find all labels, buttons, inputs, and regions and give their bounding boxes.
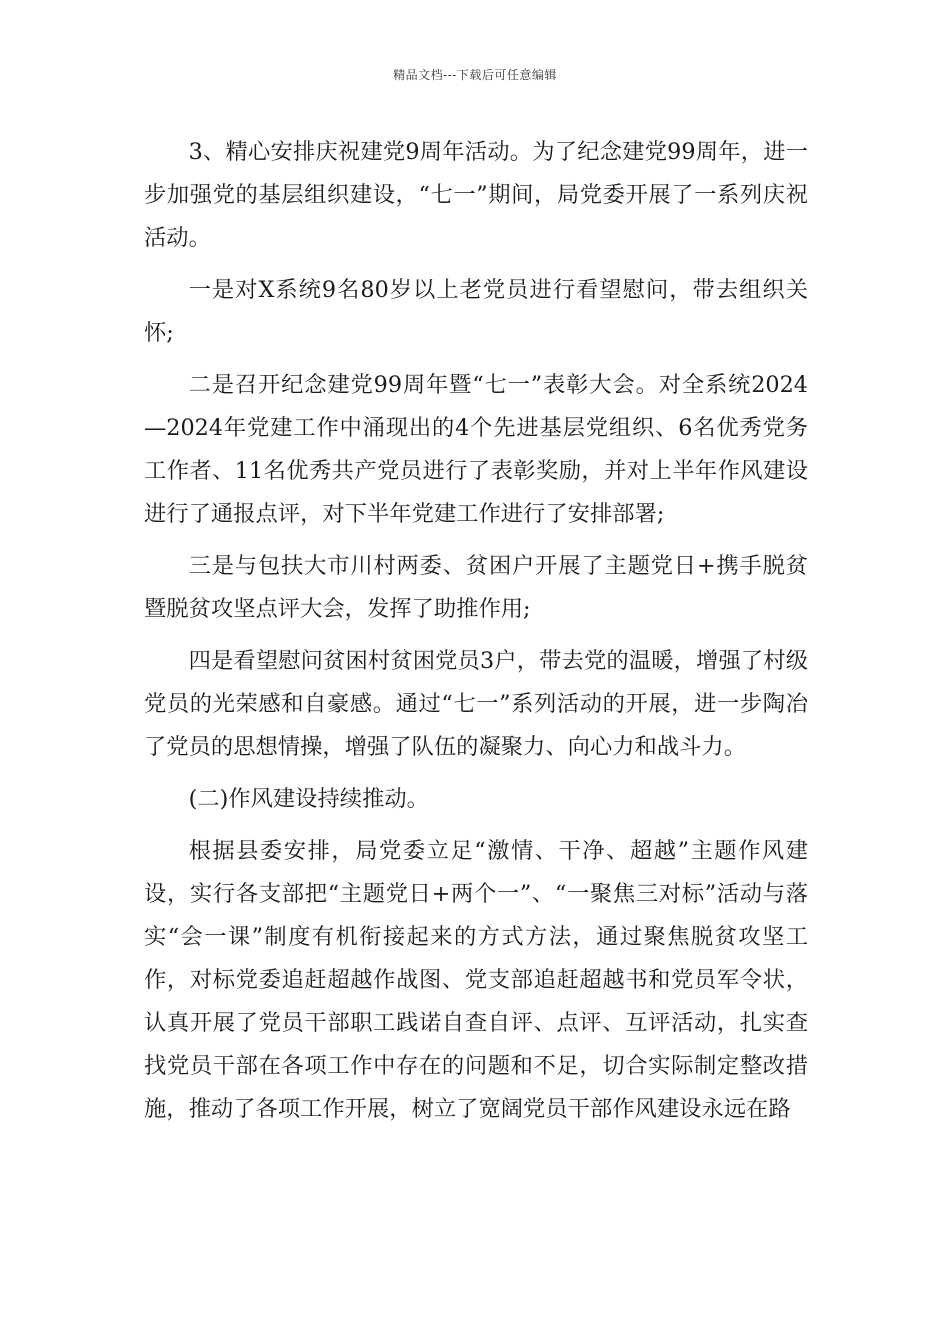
document-body bbox=[144, 131, 808, 1140]
section-heading-work-style: (二)作风建设持续推动。 bbox=[188, 786, 429, 812]
paragraph-item-one: 一是对X系统9名80岁以上老党员进行看望慰问，带去组织关怀; bbox=[144, 277, 808, 346]
paragraph-item-two: 二是召开纪念建党99周年暨“七一”表彰大会。对全系统2024—2024年党建工作中涌现出的4个先进基层党组织、6名优秀党务工作者、11名优秀共产党员进行了表彰奖励，并对上半年作风建设进行了通报点评，对下半年党建工作进行了安排部署; bbox=[144, 372, 808, 527]
paragraph-work-style: 根据县委安排，局党委立足“激情、干净、超越”主题作风建设，实行各支部把“主题党日+两个一”、“一聚焦三对标”活动与落实“会一课”制度有机衔接起来的方式方法，通过聚焦脱贫攻坚工作，对标党委追赶超越作战图、党支部追赶超越书和党员军令状，认真开展了党员干部职工践诺自查自评、点评、互评活动，扎实查找党员干部在各项工作中存在的问题和不足，切合实际制定整改措施，推动了各项工作开展，树立了宽阔党员干部作风建设永远在路 bbox=[144, 838, 808, 1122]
paragraph-item-three: 三是与包扶大市川村两委、贫困户开展了主题党日+携手脱贫暨脱贫攻坚点评大会，发挥了助推作用; bbox=[144, 553, 808, 622]
page-header: 精品文档---下载后可任意编辑 bbox=[393, 68, 557, 82]
paragraph-item-four: 四是看望慰问贫困村贫困党员3户，带去党的温暖，增强了村级党员的光荣感和自豪感。通过“七一”系列活动的开展，进一步陶冶了党员的思想情操，增强了队伍的凝聚力、向心力和战斗力。 bbox=[144, 648, 808, 760]
paragraph-celebration-activities: 3、精心安排庆祝建党9周年活动。为了纪念建党99周年，进一步加强党的基层组织建设，“七一”期间，局党委开展了一系列庆祝活动。 bbox=[144, 139, 808, 251]
